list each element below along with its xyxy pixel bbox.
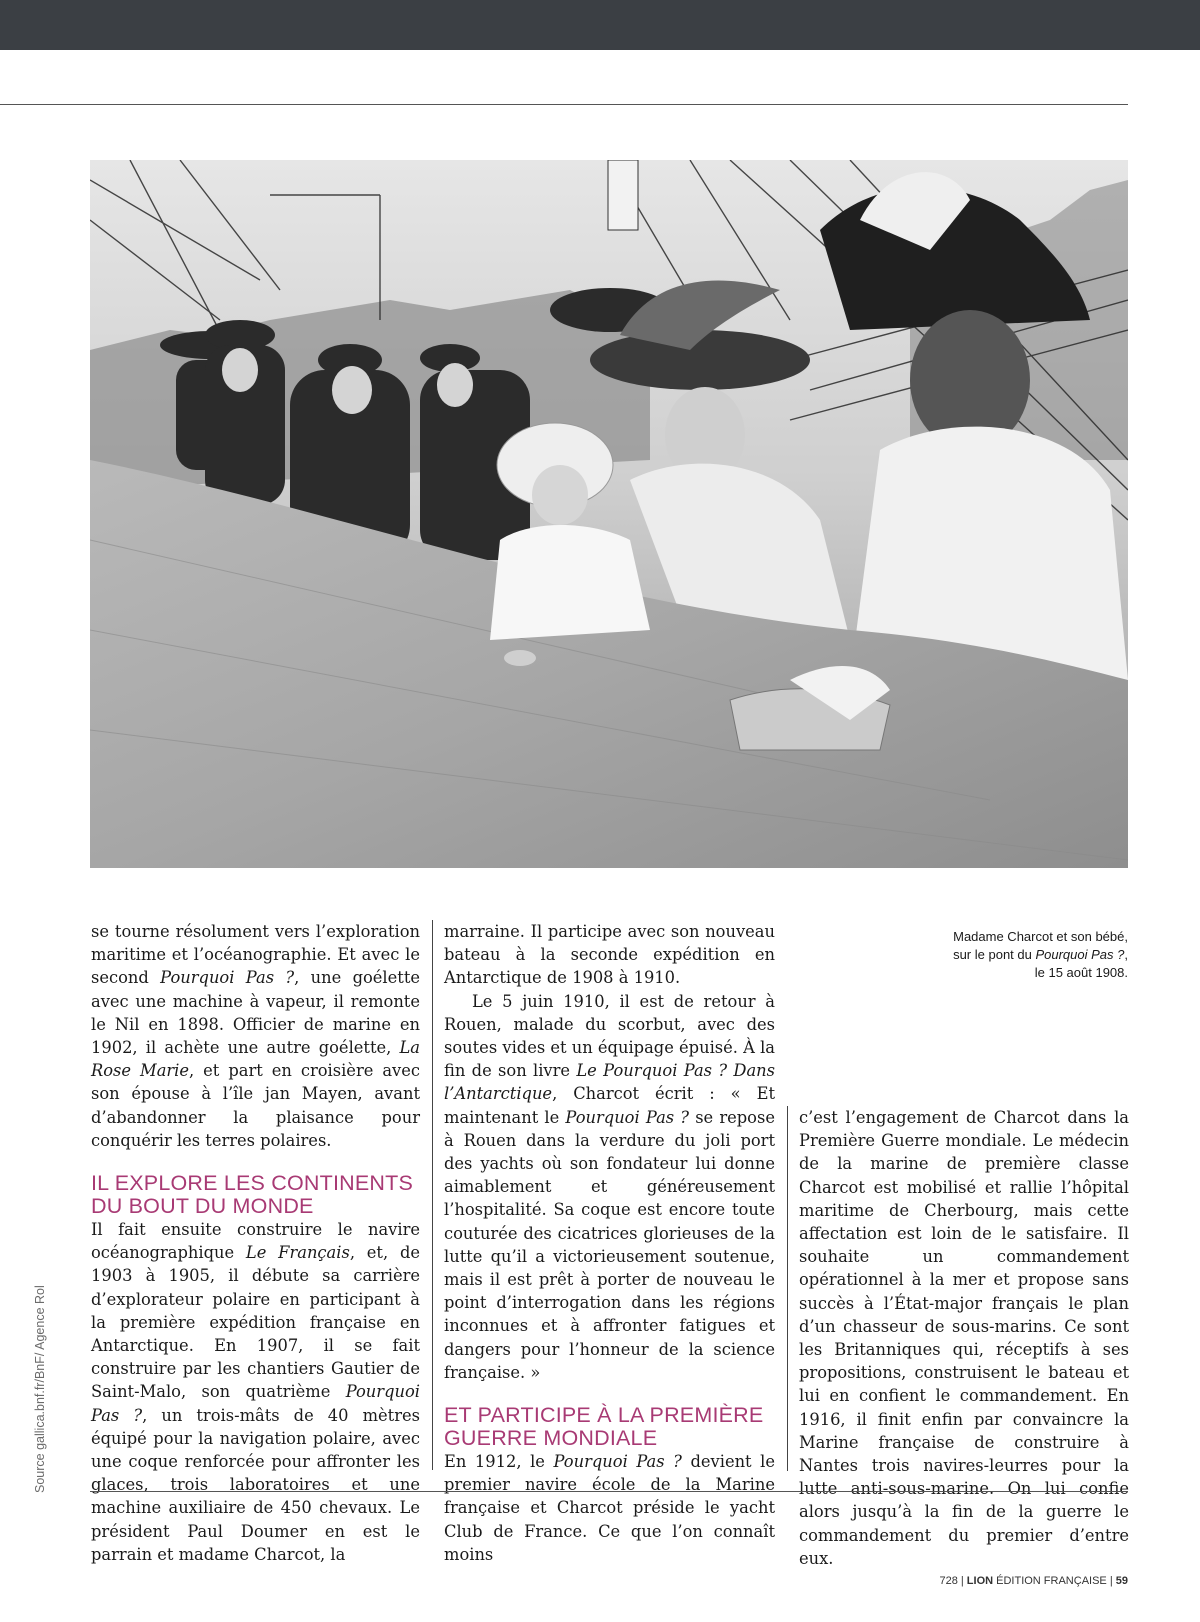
text-run: , et, de 1903 à 1905, il débute sa carrière d’explorateur polaire en participant à la première expédition française en Antarctique. En 1907, il se fait construire par les chantiers Gautier de Saint-Malo, son quatrième: [91, 1243, 420, 1402]
edition-label: ÉDITION FRANÇAISE: [993, 1575, 1107, 1587]
text-run: c’est l’engagement de Charcot dans la Première Guerre mondiale. Le médecin de la marine de première classe Charcot est mobilisé et rallie l’hôpital maritime de Cherbourg, mais cette affectation est loin de le satisfaire. Il souhaite un commandement opérationnel à la mer et propose sans succès à l’État-major français le plan d’un chasseur de sous-marins. Ce sont les Britanniques qui, réceptifs à ses propositions, construisent le bateau et lui en confient le commandement. En 1916, il finit enfin par convaincre la Marine française de construire à Nantes trois navires-leurres pour la lutte anti-sous-marine. On lui confie alors jusqu’à la fin de la guerre le commandement du premier d’entre eux.: [799, 1108, 1129, 1568]
caption-line: [880, 946, 1128, 964]
emphasis-text: Pourquoi Pas ?: [160, 968, 295, 988]
text-run: Le 5 juin 1910, il est de retour à Rouen, malade du scorbut, avec des soutes vides et un équipage épuisé. À la fin de son livre: [444, 991, 775, 1081]
top-rule: [0, 104, 1128, 105]
text-run: , une goélette avec une machine à vapeur, il remonte le Nil en 1898. Officier de marine en 1902, il achète une autre goélette,: [91, 968, 420, 1058]
emphasis-text: Pourquoi Pas ?: [91, 1382, 420, 1425]
caption-line: Madame Charcot et son bébé,: [953, 929, 1128, 944]
photo-caption: [880, 928, 1128, 982]
column-3: [799, 1106, 1129, 1570]
emphasis-text: La Rose Marie: [91, 1038, 420, 1081]
page-number: 59: [1115, 1575, 1128, 1587]
paragraph: [799, 1106, 1129, 1570]
paragraph: [91, 1218, 420, 1566]
footer-separator: |: [1106, 1575, 1116, 1587]
text-run: , et part en croisière avec son épouse à l’île jan Mayen, avant d’abandonner la plaisance pour conquérir les terres polaires.: [91, 1061, 420, 1150]
column-divider: [787, 1106, 788, 1471]
section-heading: IL EXPLORE LES CONTINENTS DU BOUT DU MONDE: [91, 1171, 414, 1219]
text-run: marraine. Il participe avec son nouveau bateau à la seconde expédition en Antarctique de 1908 à 1910.: [444, 922, 775, 988]
caption-text: ,: [1124, 947, 1128, 962]
text-run: se repose à Rouen dans la verdure du joli port des yachts où son fondateur lui donne aimablement et généreusement l’hospitalité. Sa coque est encore toute couturée des cicatrices glorieuses de la lutte qu’il a victorieusement soutenue, mais il est prêt à porter de nouveau le point d’interrogation dans les régions inconnues et à affronter fatigues et dangers pour l’honneur de la science française. »: [444, 1107, 775, 1382]
paragraph: [444, 920, 775, 990]
photo-illustration: [90, 160, 1128, 868]
text-run: se tourne résolument vers l’exploration maritime et l’océanographie. Et avec le second: [91, 922, 420, 988]
text-run: Il fait ensuite construire le navire océanographique: [91, 1220, 420, 1263]
emphasis-text: Le Français: [245, 1243, 350, 1263]
photo-charcot-family: [90, 160, 1128, 868]
column-2: [444, 920, 775, 1566]
photo-credit: Source gallica.bnf.fr/BnF/ Agence Rol: [33, 1285, 47, 1493]
emphasis-text: Pourquoi Pas ?: [553, 1452, 682, 1472]
top-bar: [0, 0, 1200, 50]
issue-number: 728: [939, 1575, 958, 1587]
column-divider: [432, 920, 433, 1470]
text-run: devient le premier navire école de la Marine française et Charcot préside le yacht Club de France. Ce que l’on connaît moins: [444, 1452, 776, 1564]
text-run: , un trois-mâts de 40 mètres équipé pour la navigation polaire, avec une coque renforcée pour affronter les glaces, trois laboratoires et une machine auxiliaire de 450 chevaux. Le président Paul Doumer en est le parrain et madame Charcot, la: [91, 1405, 420, 1564]
caption-line: le 15 août 1908.: [1034, 965, 1128, 980]
magazine-brand: LION: [966, 1575, 994, 1587]
section-heading: ET PARTICIPE À LA PREMIÈRE GUERRE MONDIALE: [444, 1403, 764, 1451]
paragraph: [444, 1450, 775, 1566]
bottom-rule: [90, 1491, 1128, 1492]
caption-text: sur le pont du: [953, 947, 1036, 962]
page-footer: [939, 1575, 1128, 1587]
paragraph: [91, 920, 420, 1152]
emphasis-text: Pourquoi Pas ?: [565, 1107, 690, 1127]
caption-ship-name: Pourquoi Pas ?: [1035, 947, 1125, 962]
text-run: En 1912, le: [444, 1452, 554, 1472]
footer-separator: |: [957, 1575, 967, 1587]
text-run: , Charcot écrit : « Et maintenant le: [444, 1084, 775, 1127]
emphasis-text: Le Pourquoi Pas ? Dans l’Antarctique: [444, 1061, 776, 1104]
paragraph: [444, 990, 775, 1384]
column-1: [91, 920, 420, 1566]
